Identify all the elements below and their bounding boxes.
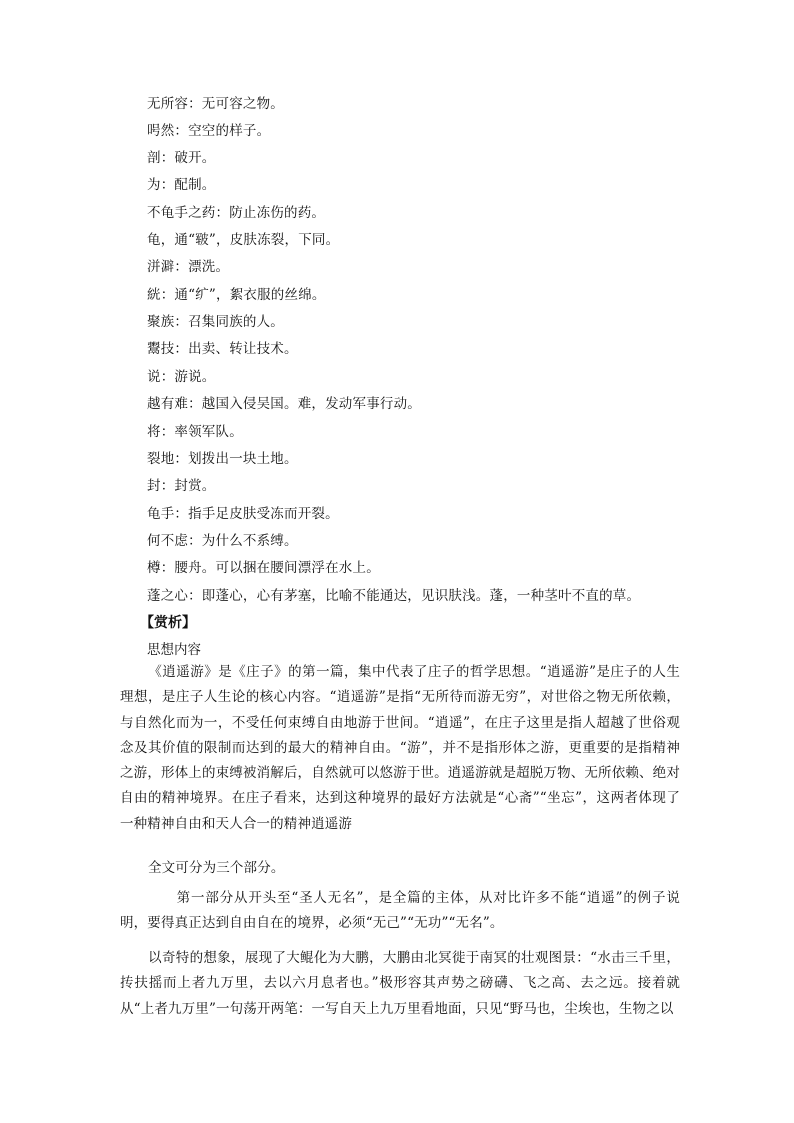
definition-line: 无所容：无可容之物。 <box>147 96 284 112</box>
paragraph <box>120 660 680 837</box>
paragraph <box>120 886 680 937</box>
definition-line: 蓬之心：即蓬心，心有茅塞，比喻不能通达，见识肤浅。蓬，一种茎叶不直的草。 <box>147 588 641 604</box>
definition-line: 裂地：划拨出一块土地。 <box>147 451 298 467</box>
paragraph-text: 全文可分为三个部分。 <box>148 860 285 876</box>
definition-line: 说：游说。 <box>147 369 216 385</box>
definition-line: 为：配制。 <box>147 177 216 193</box>
definition-line: 不龟手之药：防止冻伤的药。 <box>147 205 326 221</box>
definition-line: 何不虑：为什么不系缚。 <box>147 533 298 549</box>
definition-line: 越有难：越国入侵吴国。难，发动军事行动。 <box>147 396 421 412</box>
definition-line: 洴澼：漂洗。 <box>147 259 230 275</box>
paragraph-text: 第一部分从开头至“圣人无名”，是全篇的主体，从对比许多不能“逍遥”的例子说明，要得真正达到自由自在的境界，必须“无己”“无功”“无名”。 <box>120 890 680 932</box>
paragraph-text: 以奇特的想象，展现了大鲲化为大鹏，大鹏由北冥徙于南冥的壮观图景：“水击三千里，抟扶摇而上者九万里，去以六月息者也。”极形容其声势之磅礴、飞之高、去之远。接着就从“上者九万里”一句荡开两笔：一写自天上九万里看地面，只见“野马也，尘埃也，生物之以 <box>120 950 680 1017</box>
definition-line: 将：率领军队。 <box>147 424 243 440</box>
definition-line: 龟，通“皲”，皮肤冻裂，下同。 <box>147 232 340 248</box>
definition-line: 絖：通“纩”，絮衣服的丝绵。 <box>147 287 326 303</box>
definition-line: 剖：破开。 <box>147 150 216 166</box>
definition-line: 封：封赏。 <box>147 478 216 494</box>
definition-line: 呺然：空空的样子。 <box>147 123 271 139</box>
paragraph <box>120 946 680 1022</box>
definition-line: 龟手：指手足皮肤受冻而开裂。 <box>147 506 339 522</box>
paragraph-text: 《逍遥游》是《庄子》的第一篇，集中代表了庄子的哲学思想。“逍遥游”是庄子的人生理想，是庄子人生论的核心内容。“逍遥游”是指“无所待而游无穷”，对世俗之物无所依赖，与自然化而为一，不受任何束缚自由地游于世间。“逍遥”，在庄子这里是指人超越了世俗观念及其价值的限制而达到的最大的精神自由。“游”，并不是指形体之游，更重要的是指精神之游，形体上的束缚被消解后，自然就可以悠游于世。逍遥游就是超脱万物、无所依赖、绝对自由的精神境界。在庄子看来，达到这种境界的最好方法就是“心斋”“坐忘”，这两者体现了一种精神自由和天人合一的精神逍遥游 <box>120 664 680 832</box>
section-heading: 【赏析】 <box>140 615 196 631</box>
definition-line: 聚族：召集同族的人。 <box>147 314 284 330</box>
definition-line: 樽：腰舟。可以捆在腰间漂浮在水上。 <box>147 560 380 576</box>
sub-heading: 思想内容 <box>147 642 201 658</box>
paragraph <box>120 856 680 881</box>
definition-line: 鬻技：出卖、转让技术。 <box>147 341 298 357</box>
